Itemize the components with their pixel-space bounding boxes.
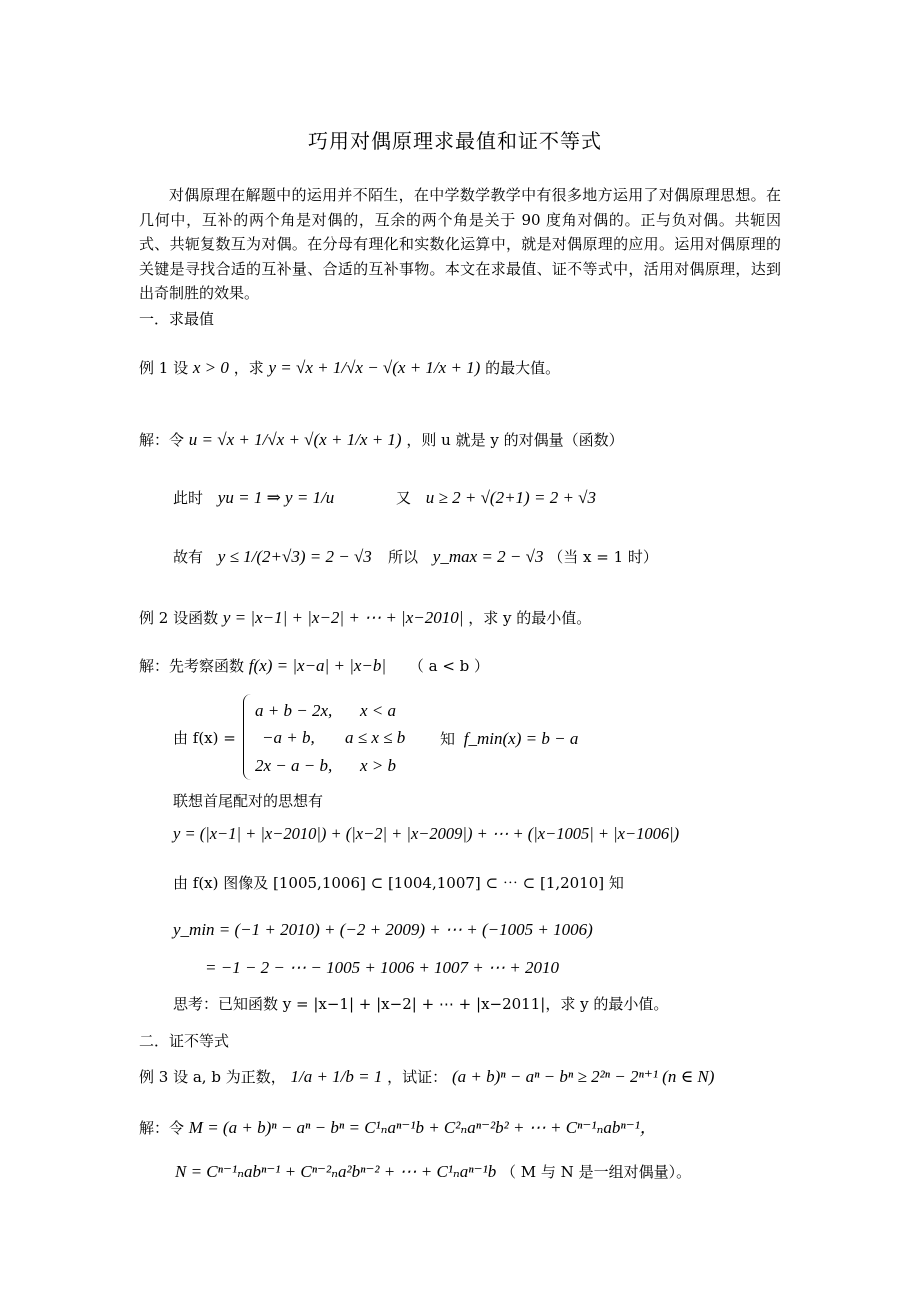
solution-1-label: 解：令 [139, 431, 185, 449]
page-title: 巧用对偶原理求最值和证不等式 [308, 129, 602, 153]
example-3-formula: (a + b)ⁿ − aⁿ − bⁿ ≥ 2²ⁿ − 2ⁿ⁺¹ (n ∈ N) [451, 1067, 715, 1086]
example-2-formula: y = |x−1| + |x−2| + ⋯ + |x−2010| [222, 608, 464, 627]
piece-expr-2: −a + b, [262, 728, 315, 747]
solution-1-step-4 [388, 546, 658, 567]
graph-interval-text: 由 f(x) 图像及 [1005,1006] ⊂ [1004,1007] ⊂ ⋯ ⊂ [1,2010] 知 [173, 874, 624, 892]
step-1-formula: yu = 1 ⇒ y = 1/u [217, 488, 335, 507]
solution-3-N-note: （ M 与 N 是一组对偶量）。 [501, 1163, 692, 1181]
example-3 [139, 1066, 714, 1087]
piece-cond-1: x < a [360, 701, 397, 720]
step-4-formula: y_max = 2 − √3 [432, 547, 544, 566]
think-question: 思考：已知函数 y = |x−1| + |x−2| + ⋯ + |x−2011|，求 y 的最小值。 [173, 995, 669, 1013]
solution-2-condition: （ a < b ） [408, 657, 490, 675]
step-4-label: 所以 [388, 548, 419, 566]
section-1-heading: 一．求最值 [139, 310, 215, 328]
piece-cond-2: a ≤ x ≤ b [345, 728, 406, 747]
piece-expr-1: a + b − 2x, [255, 701, 333, 720]
piece-expr-3: 2x − a − b, [255, 756, 333, 775]
solution-1-step-3 [173, 546, 372, 567]
step-2-formula: u ≥ 2 + √(2+1) = 2 + √3 [425, 488, 596, 507]
example-1-formula: y = √x + 1/√x − √(x + 1/x + 1) [268, 358, 481, 377]
example-2-label: 例 2 设函数 [139, 609, 219, 627]
example-1 [139, 357, 560, 378]
solution-1-tail: ，则 u 就是 y 的对偶量（函数） [406, 431, 624, 449]
piecewise-result [440, 728, 578, 749]
piecewise-result-formula: f_min(x) = b − a [463, 729, 579, 748]
solution-3-M [139, 1113, 657, 1138]
solution-3-M-formula: M = (a + b)ⁿ − aⁿ − bⁿ = C¹ₙaⁿ⁻¹b + C²ₙaⁿ⁻²b² + ⋯ + Cⁿ⁻¹ₙabⁿ⁻¹， [188, 1118, 657, 1137]
solution-2-label: 解：先考察函数 [139, 657, 245, 675]
solution-2-f-formula: f(x) = |x−a| + |x−b| [248, 656, 387, 675]
piecewise-label: 由 f(x) = [173, 729, 236, 747]
step-4-note: （当 x = 1 时） [548, 548, 658, 566]
solution-1-intro [139, 429, 624, 450]
solution-2-intro [139, 655, 489, 676]
example-1-condition: x > 0 [192, 358, 229, 377]
example-1-label: 例 1 设 [139, 359, 189, 377]
example-2-tail: ，求 y 的最小值。 [468, 609, 592, 627]
pairing-formula: y = (|x−1| + |x−2010|) + (|x−2| + |x−2009|) + ⋯ + (|x−1005| + |x−1006|) [173, 824, 680, 843]
example-1-ask: ，求 [233, 359, 264, 377]
piece-cond-3: x > b [360, 756, 397, 775]
solution-1-step-1 [173, 487, 334, 508]
example-3-condition: 1/a + 1/b = 1 [290, 1067, 383, 1086]
example-1-tail: 的最大值。 [485, 359, 561, 377]
association-text: 联想首尾配对的思想有 [173, 792, 324, 810]
example-2 [139, 607, 591, 628]
solution-3-N [175, 1161, 691, 1182]
solution-1-u-formula: u = √x + 1/√x + √(x + 1/x + 1) [188, 430, 402, 449]
step-1-label: 此时 [173, 489, 204, 507]
ymin-line-1: y_min = (−1 + 2010) + (−2 + 2009) + ⋯ + (−1005 + 1006) [173, 920, 593, 939]
piecewise-brace [243, 694, 254, 780]
step-3-formula: y ≤ 1/(2+√3) = 2 − √3 [217, 547, 372, 566]
piecewise-result-label: 知 [440, 730, 456, 748]
intro-paragraph: 对偶原理在解题中的运用并不陌生，在中学数学教学中有很多地方运用了对偶原理思想。在几何中，互补的两个角是对偶的，互余的两个角是关于 90 度角对偶的。正与负对偶。共轭因式、共轭复数互为对偶。在分母有理化和实数化运算中，就是对偶原理的应用。运用对偶原理的关键是寻找合适的互补量、合适的互补事物。本文在求最值、证不等式中，活用对偶原理，达到出奇制胜的效果。 [139, 186, 781, 302]
ymin-line-2: = −1 − 2 − ⋯ − 1005 + 1006 + 1007 + ⋯ + 2010 [205, 958, 559, 977]
example-3-ask: ，试证： [387, 1068, 448, 1086]
step-2-label: 又 [396, 489, 412, 507]
solution-1-step-2 [396, 487, 596, 508]
section-2-heading: 二．证不等式 [139, 1032, 230, 1050]
step-3-label: 故有 [173, 548, 204, 566]
example-3-label: 例 3 设 a, b 为正数， [139, 1068, 286, 1086]
solution-3-label: 解：令 [139, 1119, 185, 1137]
solution-3-N-formula: N = Cⁿ⁻¹ₙabⁿ⁻¹ + Cⁿ⁻²ₙa²bⁿ⁻² + ⋯ + C¹ₙaⁿ⁻¹b [175, 1162, 497, 1181]
